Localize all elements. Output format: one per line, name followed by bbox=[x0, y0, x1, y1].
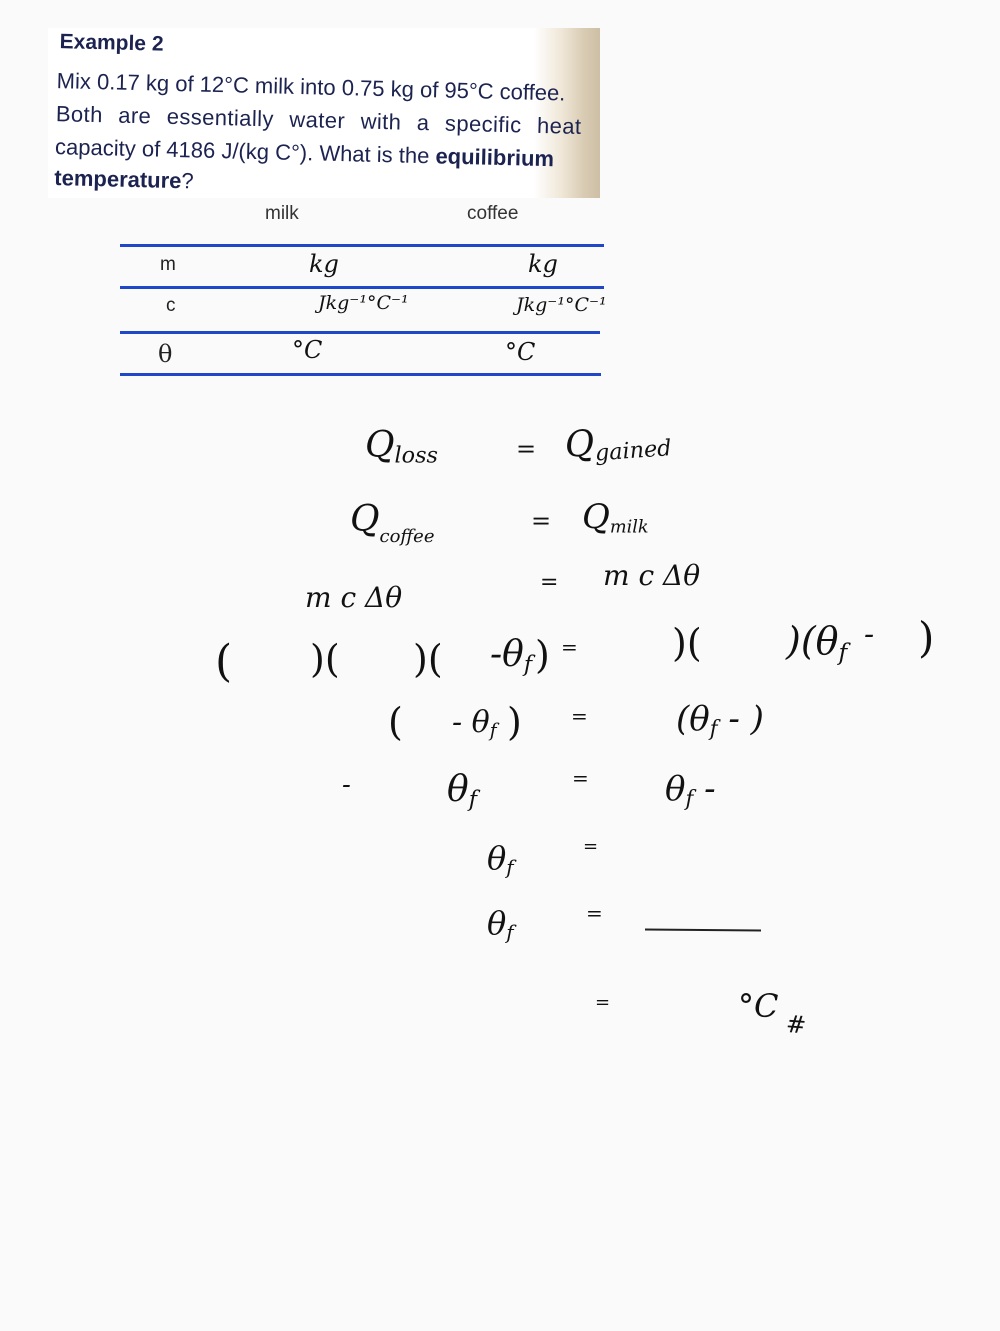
coffee-mass-unit: kg bbox=[528, 250, 558, 278]
work-line-4-paren-pair-1: )( bbox=[310, 637, 340, 681]
q-coffee-sub: coffee bbox=[379, 525, 435, 547]
work-line-4-paren-pair-3: )( bbox=[672, 621, 702, 665]
problem-text-block bbox=[54, 28, 599, 194]
work-line-4-paren-pair-2: )( bbox=[413, 637, 443, 681]
theta-f-sub: f bbox=[468, 786, 477, 813]
work-line-4-minus-theta bbox=[490, 634, 533, 678]
table-rule-top bbox=[120, 244, 604, 247]
work-line-7-left bbox=[487, 839, 514, 879]
work-line-4-paren-theta bbox=[786, 619, 848, 666]
work-line-1-right bbox=[564, 421, 673, 467]
minus-theta: -θ bbox=[490, 634, 524, 675]
work-line-8-left bbox=[487, 904, 514, 944]
problem-line-3-bold: equilibrium bbox=[435, 143, 555, 172]
minus-theta: - θ bbox=[452, 705, 490, 740]
work-line-5-left-body bbox=[452, 705, 497, 742]
table-header-coffee: coffee bbox=[467, 203, 519, 224]
work-line-1-equals: = bbox=[516, 435, 537, 463]
work-line-9-equals: = bbox=[595, 992, 611, 1013]
fraction-bar bbox=[645, 928, 761, 931]
q-symbol: Q bbox=[365, 425, 395, 466]
problem-line-4 bbox=[54, 165, 194, 194]
problem-line-3-text: capacity of 4186 J/(kg C°). What is the bbox=[54, 134, 436, 169]
example-title: Example 2 bbox=[59, 30, 164, 56]
work-line-1-left bbox=[365, 425, 438, 469]
problem-scan bbox=[48, 28, 600, 198]
problem-line-4-bold: temperature bbox=[54, 165, 182, 194]
work-line-3-left: m c Δθ bbox=[305, 581, 403, 614]
final-unit: °C bbox=[738, 987, 779, 1025]
table-rule-2 bbox=[120, 331, 600, 334]
table-rule-1 bbox=[120, 286, 604, 289]
theta: θ bbox=[487, 904, 507, 942]
work-line-4-paren-open: ( bbox=[215, 636, 233, 687]
milk-temperature-unit: °C bbox=[292, 336, 323, 364]
coffee-temperature-unit: °C bbox=[505, 338, 536, 366]
work-line-6-minus: - bbox=[342, 770, 351, 800]
row-label-specific-heat: c bbox=[166, 295, 176, 316]
q-symbol: Q bbox=[563, 422, 596, 466]
theta-f-sub: f bbox=[506, 855, 514, 879]
coffee-specific-heat-unit: Jkg⁻¹°C⁻¹ bbox=[516, 294, 607, 316]
work-line-2-left bbox=[350, 499, 435, 547]
work-line-5-paren-close: ) bbox=[507, 700, 522, 744]
work-line-6-right bbox=[665, 769, 716, 811]
work-line-2-right bbox=[582, 497, 649, 538]
theta: θ bbox=[447, 769, 469, 810]
problem-line-4-text: ? bbox=[181, 168, 195, 194]
problem-line-1: Mix 0.17 kg of 12°C milk into 0.75 kg of 95°C coffee. bbox=[56, 68, 566, 106]
work-line-6-equals: = bbox=[572, 766, 589, 790]
q-symbol: Q bbox=[350, 499, 380, 540]
theta-f-sub: f bbox=[709, 715, 718, 741]
table-header-milk: milk bbox=[265, 203, 299, 224]
theta-f-sub: f bbox=[489, 720, 497, 742]
row-label-temperature: θ bbox=[158, 340, 173, 368]
work-line-8-equals: = bbox=[586, 901, 603, 925]
work-line-5-paren-open: ( bbox=[388, 700, 403, 744]
theta-f-sub: f bbox=[838, 637, 848, 666]
theta-f-sub: f bbox=[523, 651, 533, 678]
work-line-4-paren-end: ) bbox=[918, 613, 935, 662]
theta: θ bbox=[665, 769, 686, 809]
q-symbol: Q bbox=[582, 497, 610, 537]
q-milk-sub: milk bbox=[609, 517, 649, 538]
work-line-3-equals: = bbox=[540, 570, 559, 595]
milk-mass-unit: kg bbox=[309, 250, 339, 278]
theta-f-sub: f bbox=[685, 785, 694, 811]
work-line-5-equals: = bbox=[571, 704, 588, 728]
work-line-4-minus: - bbox=[864, 617, 875, 652]
problem-line-2: Both are essentially water with a specific heat bbox=[55, 101, 582, 139]
work-line-6-left bbox=[447, 769, 477, 813]
minus: - bbox=[693, 769, 716, 809]
work-line-5-right bbox=[676, 699, 764, 741]
minus-paren: - ) bbox=[717, 699, 764, 739]
table-rule-bottom bbox=[120, 373, 601, 376]
paren-theta: )(θ bbox=[786, 619, 839, 663]
work-line-4-paren-close: ) bbox=[535, 633, 550, 677]
q-gained-sub: gained bbox=[594, 435, 673, 467]
work-line-2-equals: = bbox=[531, 507, 552, 535]
q-loss-sub: loss bbox=[394, 442, 438, 469]
hash-mark: # bbox=[785, 1010, 808, 1040]
row-label-mass: m bbox=[160, 254, 176, 275]
theta: θ bbox=[487, 839, 507, 877]
milk-specific-heat-unit: Jkg⁻¹°C⁻¹ bbox=[318, 292, 409, 314]
work-line-4-equals: = bbox=[561, 635, 578, 659]
paren-theta: (θ bbox=[676, 699, 710, 739]
theta-f-sub: f bbox=[506, 920, 514, 944]
work-line-7-equals: = bbox=[583, 836, 599, 857]
work-line-3-right: m c Δθ bbox=[603, 559, 701, 592]
